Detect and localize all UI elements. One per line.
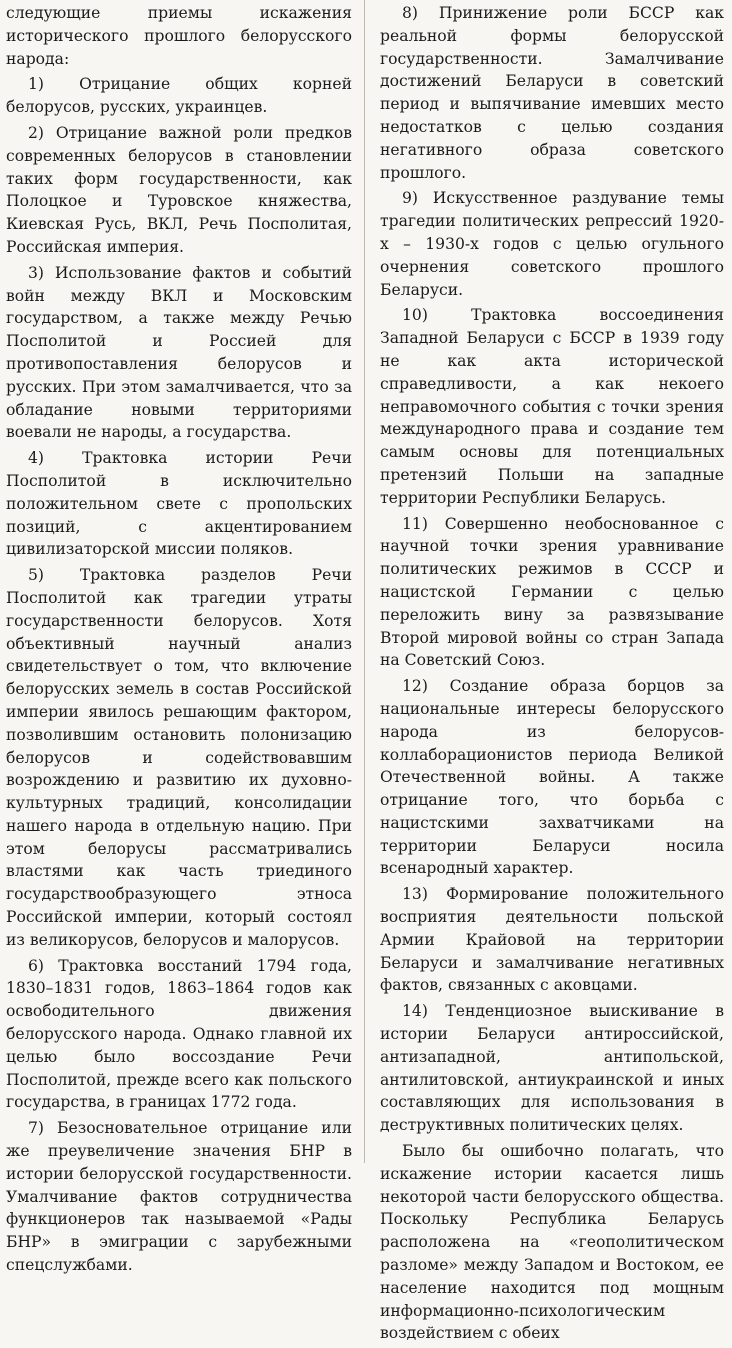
list-item: 10) Трактовка воссоединения Западной Беларуси с БССР в 1939 году не как акта исторической справедливости, а как некоего неправомочного события с точки зрения международного права и создание тем самым основы для потенциальных претензий Польши на западные территории Республики Беларусь. <box>380 306 724 507</box>
left-column <box>6 2 352 1280</box>
list-item: 13) Формирование положительного восприятия деятельности польской Армии Крайовой на территории Беларуси и замалчивание негативных фактов, связанных с аковцами. <box>380 885 724 995</box>
list-item: 3) Использование фактов и событий войн между ВКЛ и Московским государством, а также между Речью Посполитой и Россией для противопоставления белорусов и русских. При этом замалчивается, что за обладание новыми территориями воевали не народы, а государства. <box>6 263 352 442</box>
list-item: 7) Безосновательное отрицание или же преувеличение значения БНР в истории белорусской государственности. Умалчивание фактов сотрудничества функционеров так называемой «Рады БНР» в эмиграции с зарубежными спецслужбами. <box>6 1119 352 1275</box>
right-column <box>380 2 724 1348</box>
list-item: 6) Трактовка восстаний 1794 года, 1830–1831 годов, 1863–1864 годов как освободительного движения белорусского народа. Однако главной их целью было воссоздание Речи Посполитой, прежде всего как польского государства, в границах 1772 года. <box>6 956 352 1112</box>
intro-paragraph: следующие приемы искажения исторического прошлого белорусского народа: <box>6 4 352 68</box>
closing-paragraph: Было бы ошибочно полагать, что искажение истории касается лишь некоторой части белорусского общества. Поскольку Республика Беларусь расположена на «геополитическом разломе» между Западом и Востоком, ее население находится под мощным информационно-психологическим воздействием с обеих <box>380 1142 724 1343</box>
column-divider <box>364 0 365 1163</box>
list-item: 14) Тенденциозное выискивание в истории Беларуси антироссийской, антизападной, антипольской, антилитовской, антиукраинской и иных составляющих для использования в деструктивных политических целях. <box>380 1002 724 1135</box>
list-item: 1) Отрицание общих корней белорусов, русских, украинцев. <box>6 75 352 117</box>
list-item: 9) Искусственное раздувание темы трагедии политических репрессий 1920-х – 1930-х годов с целью огульного очернения советского прошлого Беларуси. <box>380 189 724 299</box>
list-item: 2) Отрицание важной роли предков современных белорусов в становлении таких форм государственности, как Полоцкое и Туровское княжества, Киевская Русь, ВКЛ, Речь Посполитая, Российская империя. <box>6 123 352 256</box>
list-item: 5) Трактовка разделов Речи Посполитой как трагедии утраты государственности белорусов. Хотя объективный научный анализ свидетельствует о том, что включение белорусских земель в состав Российской империи явилось решающим фактором, позволившим остановить полонизацию белорусов и содействовавшим возрождению и развитию их духовно-культурных традиций, консолидации нашего народа в отдельную нацию. При этом белорусы рассматривались властями как часть триединого государствообразующего этноса Российской империи, который состоял из великорусов, белорусов и малорусов. <box>6 566 352 949</box>
list-item: 11) Совершенно необоснованное с научной точки зрения уравнивание политических режимов в СССР и нацистской Германии с целью переложить вину за развязывание Второй мировой войны со стран Запада на Советский Союз. <box>380 514 724 670</box>
list-item: 4) Трактовка истории Речи Посполитой в исключительно положительном свете с пропольских позиций, с акцентированием цивилизаторской миссии поляков. <box>6 449 352 559</box>
list-item: 12) Создание образа борцов за национальные интересы белорусского народа из белорусов-коллаборационистов периода Великой Отечественной войны. А также отрицание того, что борьба с нацистскими захватчиками на территории Беларуси носила всенародный характер. <box>380 677 724 878</box>
list-item: 8) Принижение роли БССР как реальной формы белорусской государственности. Замалчивание достижений Беларуси в советский период и выпячивание имевших место недостатков с целью создания негативного образа советского прошлого. <box>380 4 724 182</box>
